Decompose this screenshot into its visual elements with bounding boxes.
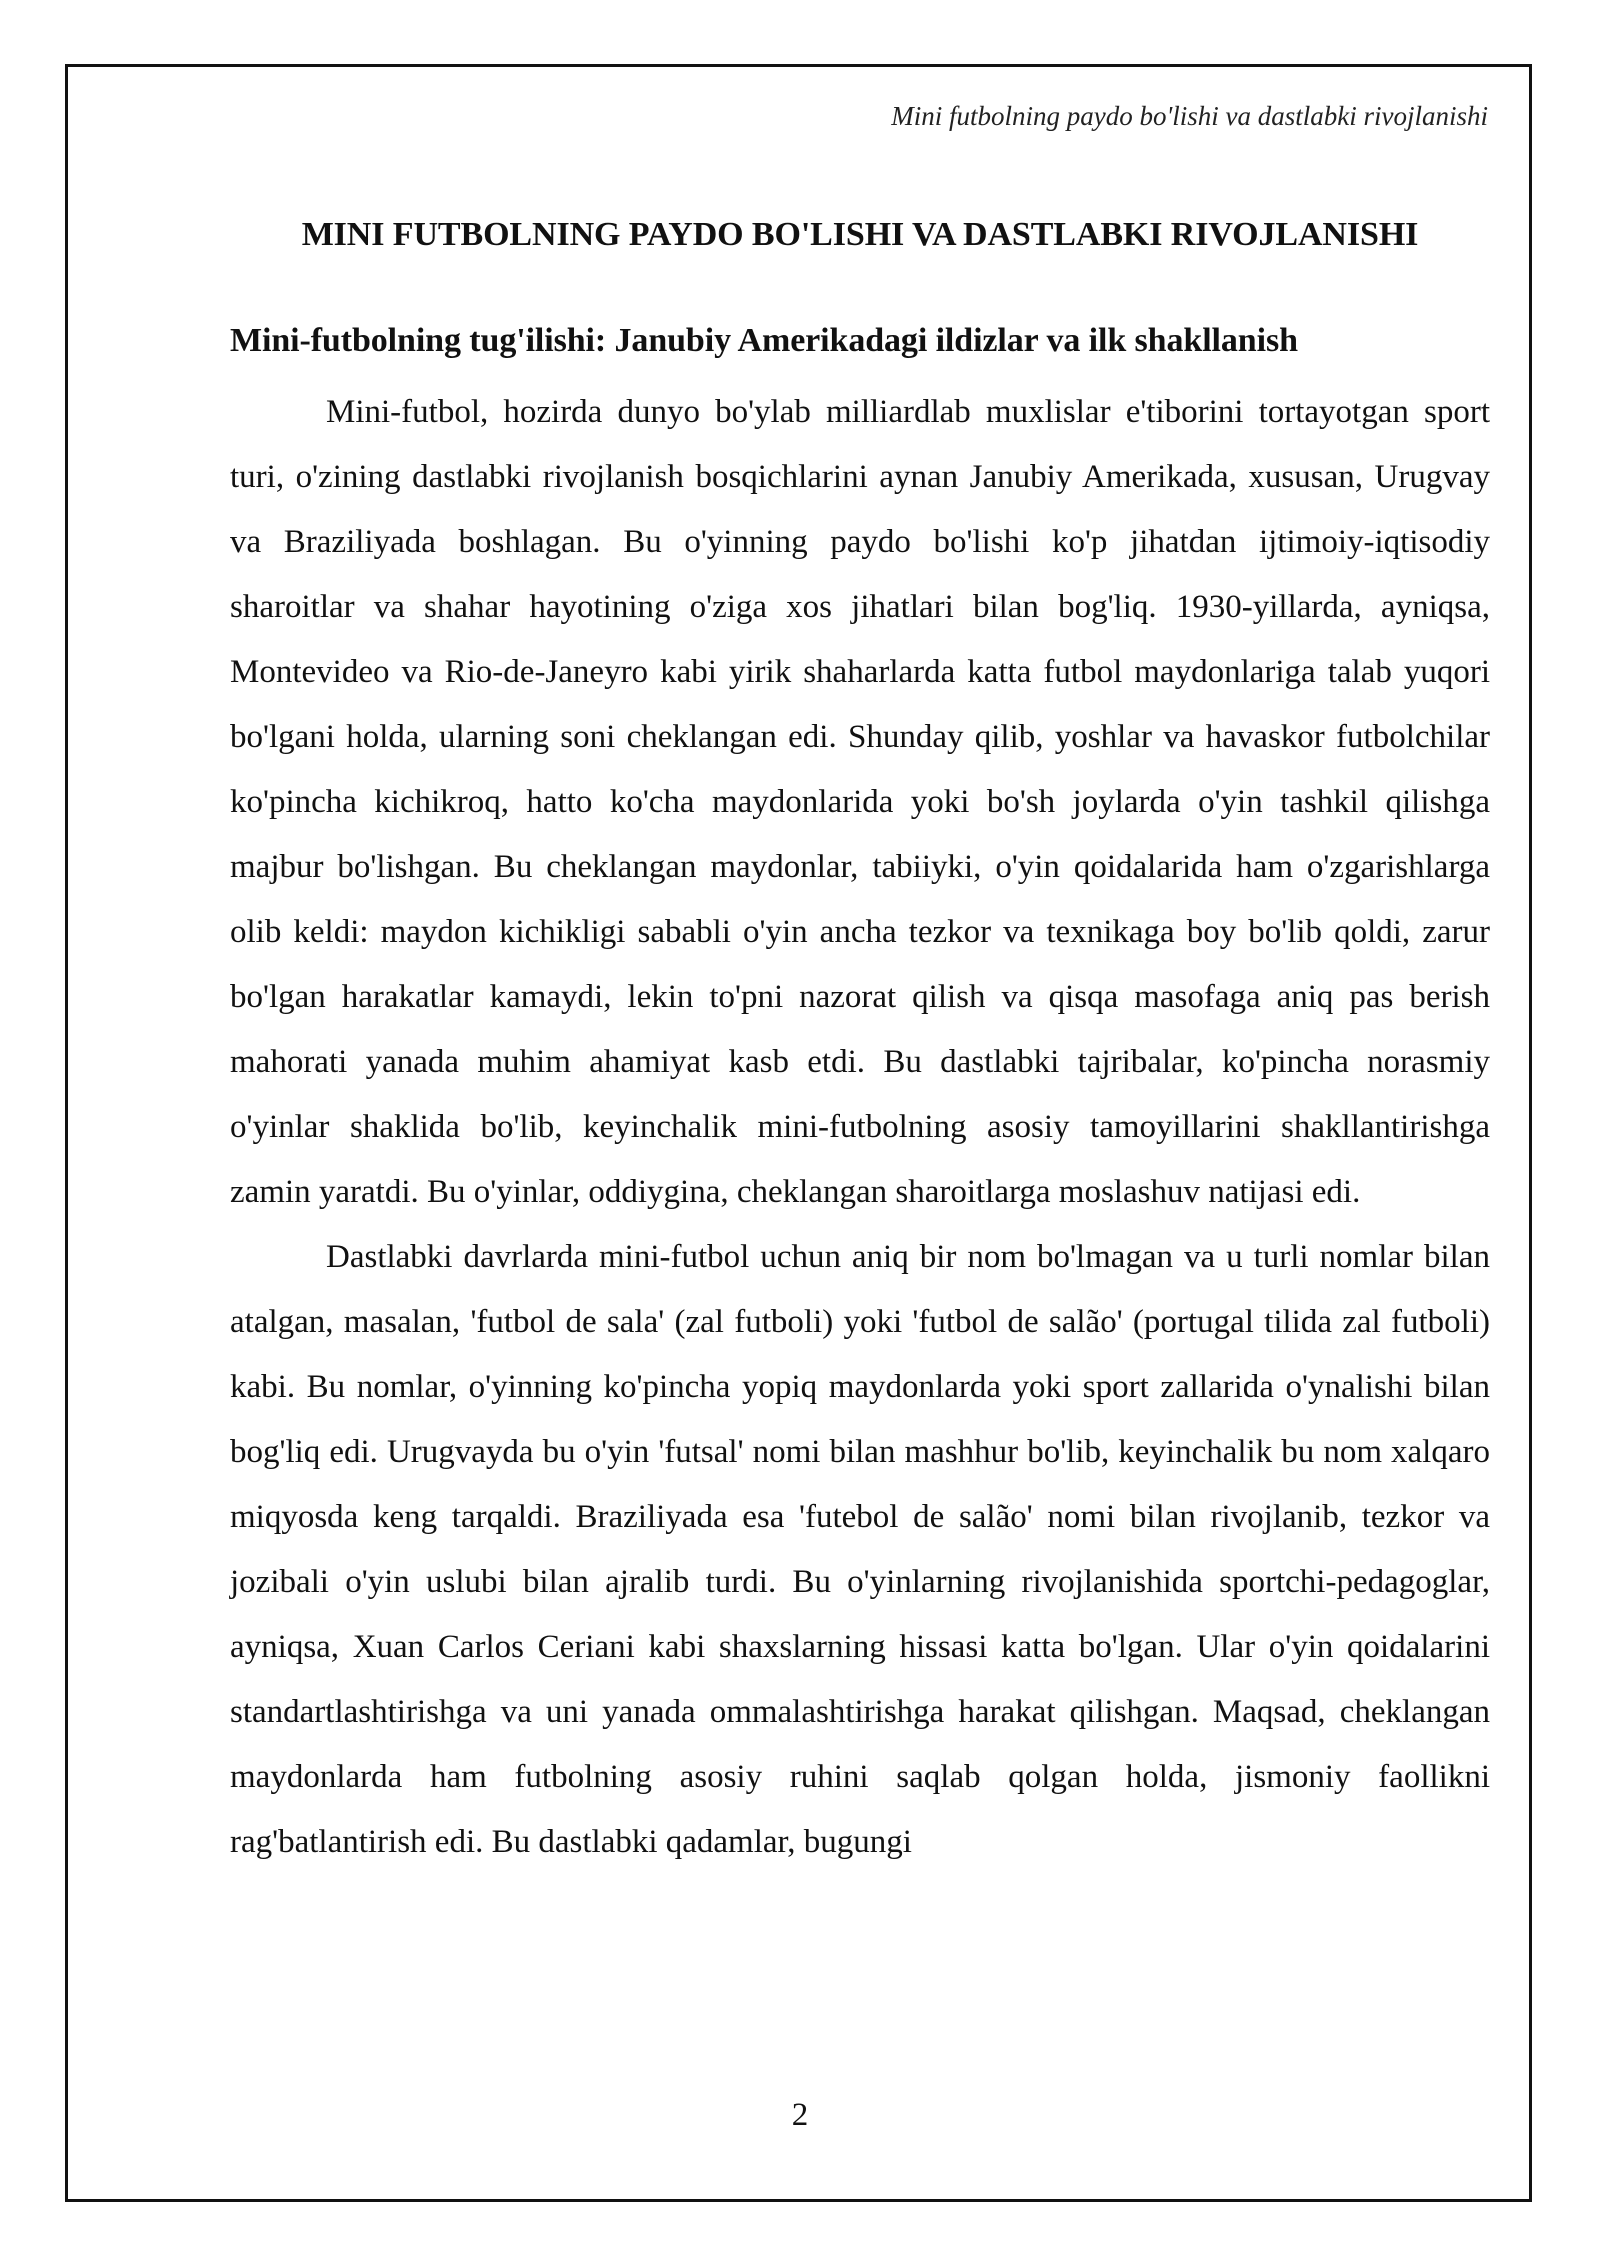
paragraph-2: Dastlabki davrlarda mini-futbol uchun aniq bir nom bo'lmagan va u turli nomlar bilan atalgan, masalan, 'futbol de sala' (zal futboli) yoki 'futbol de salão' (portugal tilida zal futboli) kabi. Bu nomlar, o'yinning ko'pincha yopiq maydonlarda yoki sport zallarida o'ynalishi bilan bog'liq edi. Urugvayda bu o'yin 'futsal' nomi bilan mashhur bo'lib, keyinchalik bu nom xalqaro miqyosda keng tarqaldi. Braziliyada esa 'futebol de salão' nomi bilan rivojlanib, tezkor va jozibali o'yin uslubi bilan ajralib turdi. Bu o'yinlarning rivojlanishida sportchi-pedagoglar, ayniqsa, Xuan Carlos Ceriani kabi shaxslarning hissasi katta bo'lgan. Ular o'yin qoidalarini standartlashtirishga va uni yanada ommalashtirishga harakat qilishgan. Maqsad, cheklangan maydonlarda ham futbolning asosiy ruhini saqlab qolgan holda, jismoniy faollikni rag'batlantirish edi. Bu dastlabki qadamlar, bugungi — [230, 1239, 1490, 1860]
document-body — [230, 210, 1490, 1875]
section-title: Mini-futbolning tug'ilishi: Janubiy Amerikadagi ildizlar va ilk shakllanish — [230, 322, 1298, 359]
running-header: Mini futbolning paydo bo'lishi va dastlabki rivojlanishi — [891, 101, 1488, 131]
document-title: MINI FUTBOLNING PAYDO BO'LISHI VA DASTLABKI RIVOJLANISHI — [301, 216, 1419, 253]
page-number: 2 — [791, 2097, 809, 2133]
paragraph-1: Mini-futbol, hozirda dunyo bo'ylab milliardlab muxlislar e'tiborini tortayotgan sport turi, o'zining dastlabki rivojlanish bosqichlarini aynan Janubiy Amerikada, xususan, Urugvay va Braziliyada boshlagan. Bu o'yinning paydo bo'lishi ko'p jihatdan ijtimoiy-iqtisodiy sharoitlar va shahar hayotining o'ziga xos jihatlari bilan bog'liq. 1930-yillarda, ayniqsa, Montevideo va Rio-de-Janeyro kabi yirik shaharlarda katta futbol maydonlariga talab yuqori bo'lgani holda, ularning soni cheklangan edi. Shunday qilib, yoshlar va havaskor futbolchilar ko'pincha kichikroq, hatto ko'cha maydonlarida yoki bo'sh joylarda o'yin tashkil qilishga majbur bo'lishgan. Bu cheklangan maydonlar, tabiiyki, o'yin qoidalarida ham o'zgarishlarga olib keldi: maydon kichikligi sababli o'yin ancha tezkor va texnikaga boy bo'lib qoldi, zarur bo'lgan harakatlar kamaydi, lekin to'pni nazorat qilish va qisqa masofaga aniq pas berish mahorati yanada muhim ahamiyat kasb etdi. Bu dastlabki tajribalar, ko'pincha norasmiy o'yinlar shaklida bo'lib, keyinchalik mini-futbolning asosiy tamoyillarini shakllantirishga zamin yaratdi. Bu o'yinlar, oddiygina, cheklangan sharoitlarga moslashuv natijasi edi. — [230, 394, 1490, 1210]
